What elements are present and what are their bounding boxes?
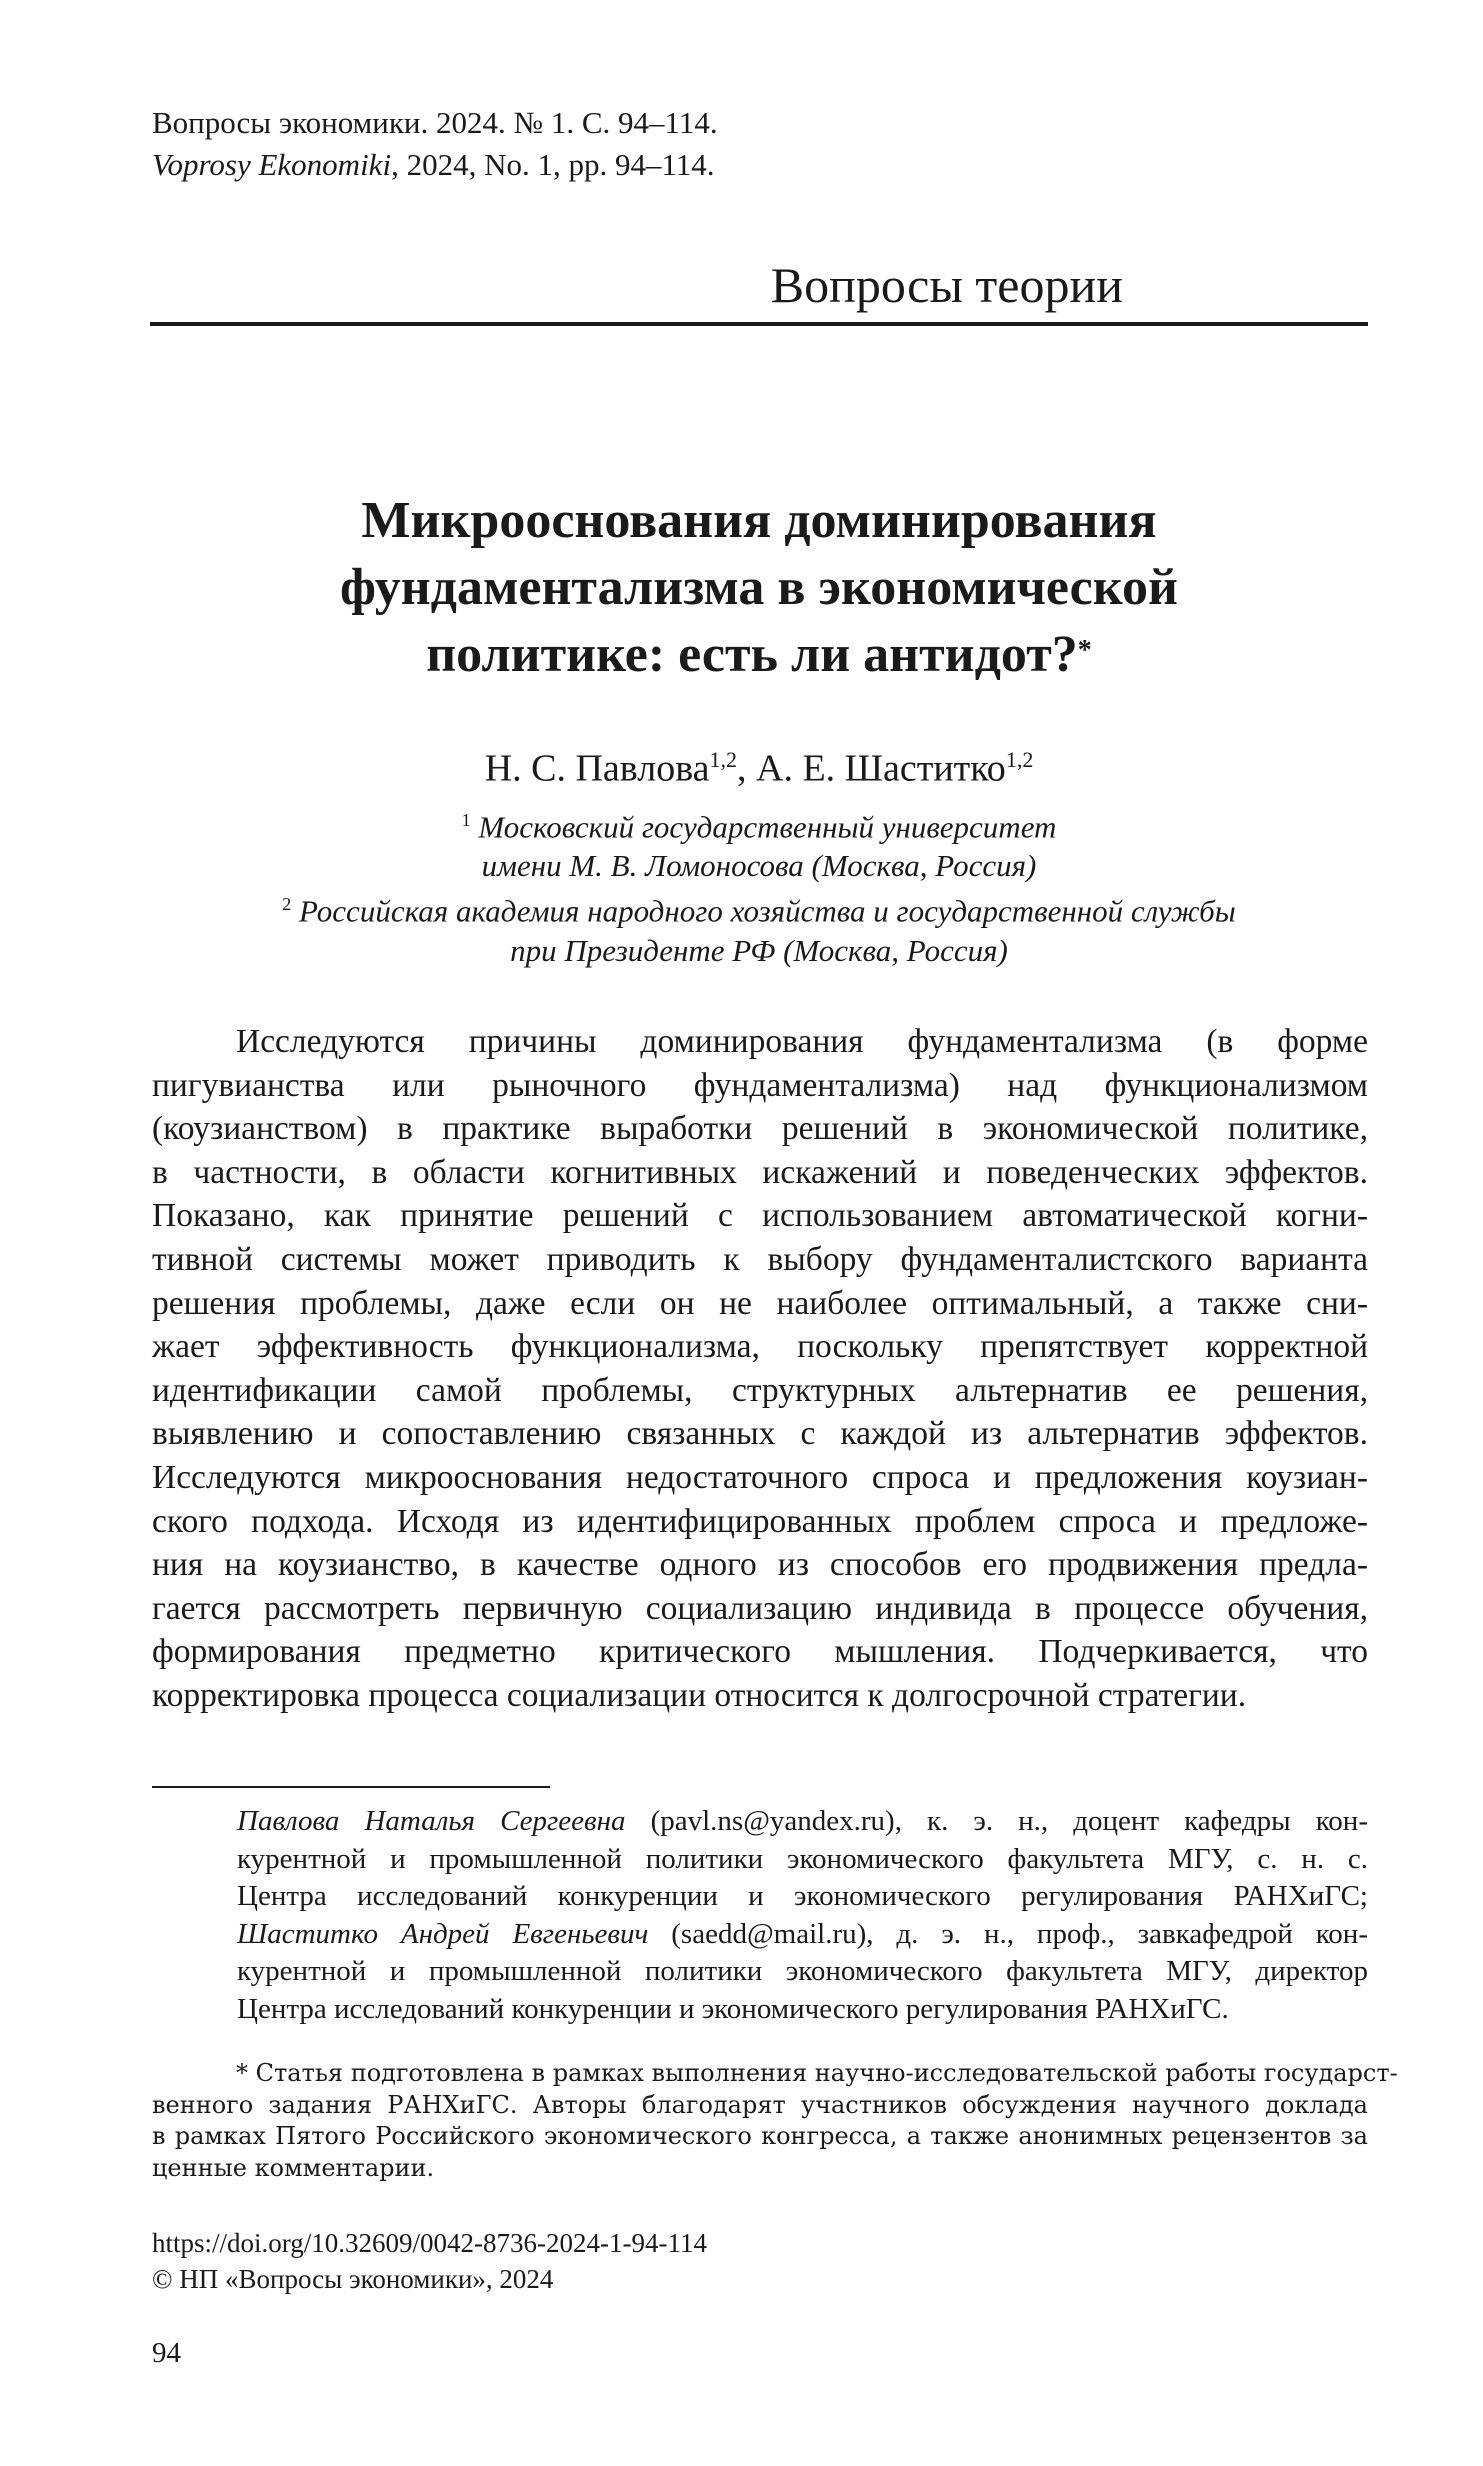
footnote-line: * Статья подготовлена в рамках выполнения научно-исследовательской работы государст-	[236, 2059, 1398, 2087]
affiliation-number: 1	[461, 810, 471, 830]
abstract-line: Исследуются причины доминирования фундаментализма (в форме	[236, 1023, 1368, 1060]
abstract-line: идентификации самой проблемы, структурных альтернатив ее решения,	[152, 1371, 1368, 1409]
abstract	[152, 1020, 1368, 1718]
author-name: Н. С. Павлова	[484, 747, 710, 790]
author-separator: ,	[737, 747, 756, 790]
page-number: 94	[152, 2337, 181, 2369]
author-name: А. Е. Шаститко	[756, 747, 1006, 790]
section-divider	[150, 322, 1368, 326]
abstract-line: корректировка процесса социализации относится к долгосрочной стратегии.	[152, 1676, 1247, 1714]
affiliation-text: Российская академия народного хозяйства и государственной службы	[291, 893, 1236, 929]
doi-link[interactable]: https://doi.org/10.32609/0042-8736-2024-1-94-114	[152, 2228, 707, 2258]
abstract-line: (коузианством) в практике выработки решений в экономической политике,	[152, 1110, 1368, 1148]
section-title: Вопросы теории	[770, 257, 1123, 313]
title-footnote-mark: *	[1077, 635, 1092, 666]
abstract-line: формирования предметно критического мышления. Подчеркивается, что	[152, 1633, 1368, 1671]
author-note-line: Центра исследований конкуренции и экономического регулирования РАНХиГС.	[237, 1992, 1229, 2025]
author-note-line	[237, 1803, 1368, 1841]
abstract-line: жает эффективность функционализма, поскольку препятствует корректной	[152, 1328, 1368, 1366]
footnote-divider	[152, 1786, 550, 1788]
doi-block	[152, 2225, 707, 2297]
journal-citation	[152, 102, 718, 186]
footnote-line: в рамках Пятого Российского экономического конгресса, а также анонимных рецензентов за	[152, 2122, 1368, 2150]
author-list	[150, 736, 1368, 793]
author-note-name: Павлова Наталья Сергеевна	[237, 1805, 626, 1837]
abstract-line: Исследуются микрооснования недостаточного спроса и предложения коузиан-	[152, 1458, 1368, 1496]
footnote-line: ценные комментарии.	[152, 2153, 435, 2182]
article-title-line	[150, 621, 1368, 688]
citation-en-details: , 2024, No. 1, pp. 94–114.	[391, 147, 715, 182]
abstract-line: тивной системы может приводить к выбору фундаменталистского варианта	[152, 1240, 1368, 1278]
abstract-line: ния на коузианство, в качестве одного из способов его продвижения предла-	[152, 1546, 1368, 1584]
affiliations	[150, 801, 1368, 970]
abstract-line: в частности, в области когнитивных искажений и поведенческих эффектов.	[152, 1153, 1368, 1191]
author-note-line: курентной и промышленной политики экономического факультета МГУ, с. н. с.	[237, 1842, 1368, 1875]
abstract-line: гается рассмотреть первичную социализацию индивида в процессе обучения,	[152, 1589, 1368, 1627]
author-affiliation-ref: 1,2	[709, 747, 737, 772]
author-notes	[237, 1803, 1368, 2028]
abstract-line: ского подхода. Исходя из идентифицированных проблем спроса и предложе-	[152, 1502, 1368, 1540]
article-title-line: фундаментализма в экономической	[340, 559, 1178, 616]
article-title-line-text: политике: есть ли антидот?	[426, 626, 1078, 683]
abstract-line: пигувианства или рыночного фундаментализма) над функционализмом	[152, 1066, 1368, 1104]
author-note-text: (pavl.ns@yandex.ru), к. э. н., доцент кафедры кон-	[625, 1805, 1368, 1837]
author-note-name: Шаститко Андрей Евгеньевич	[237, 1917, 649, 1950]
affiliation-line	[150, 801, 1368, 846]
article-title-line: Микрооснования доминирования	[361, 492, 1157, 549]
acknowledgement-footnote	[152, 2058, 1398, 2184]
citation-en	[152, 144, 718, 186]
abstract-line: выявлению и сопоставлению связанных с каждой из альтернатив эффектов.	[152, 1415, 1368, 1453]
author-note-text: (saedd@mail.ru), д. э. н., проф., завкафедрой кон-	[648, 1917, 1368, 1950]
author-note-line: курентной и промышленной политики экономического факультета МГУ, директор	[237, 1955, 1368, 1987]
copyright-notice: © НП «Вопросы экономики», 2024	[152, 2264, 554, 2294]
affiliation-number: 2	[282, 894, 292, 915]
author-note-line: Центра исследований конкуренции и экономического регулирования РАНХиГС;	[237, 1880, 1368, 1912]
affiliation-text: Московский государственный университет	[470, 809, 1057, 845]
affiliation-line: имени М. В. Ломоносова (Москва, Россия)	[481, 848, 1037, 884]
abstract-line: решения проблемы, даже если он не наиболее оптимальный, а также сни-	[152, 1284, 1368, 1322]
citation-en-journal: Voprosy Ekonomiki	[152, 147, 392, 182]
affiliation-line	[150, 885, 1368, 930]
author-note-line	[237, 1916, 1368, 1954]
footnote-line: венного задания РАНХиГС. Авторы благодарят участников обсуждения научного доклада	[152, 2090, 1368, 2119]
author-affiliation-ref: 1,2	[1005, 747, 1034, 772]
abstract-line: Показано, как принятие решений с использованием автоматической когни-	[152, 1197, 1368, 1235]
citation-ru: Вопросы экономики. 2024. № 1. С. 94–114.	[152, 105, 718, 140]
affiliation-line: при Президенте РФ (Москва, Россия)	[510, 932, 1008, 968]
article-title	[150, 487, 1368, 688]
